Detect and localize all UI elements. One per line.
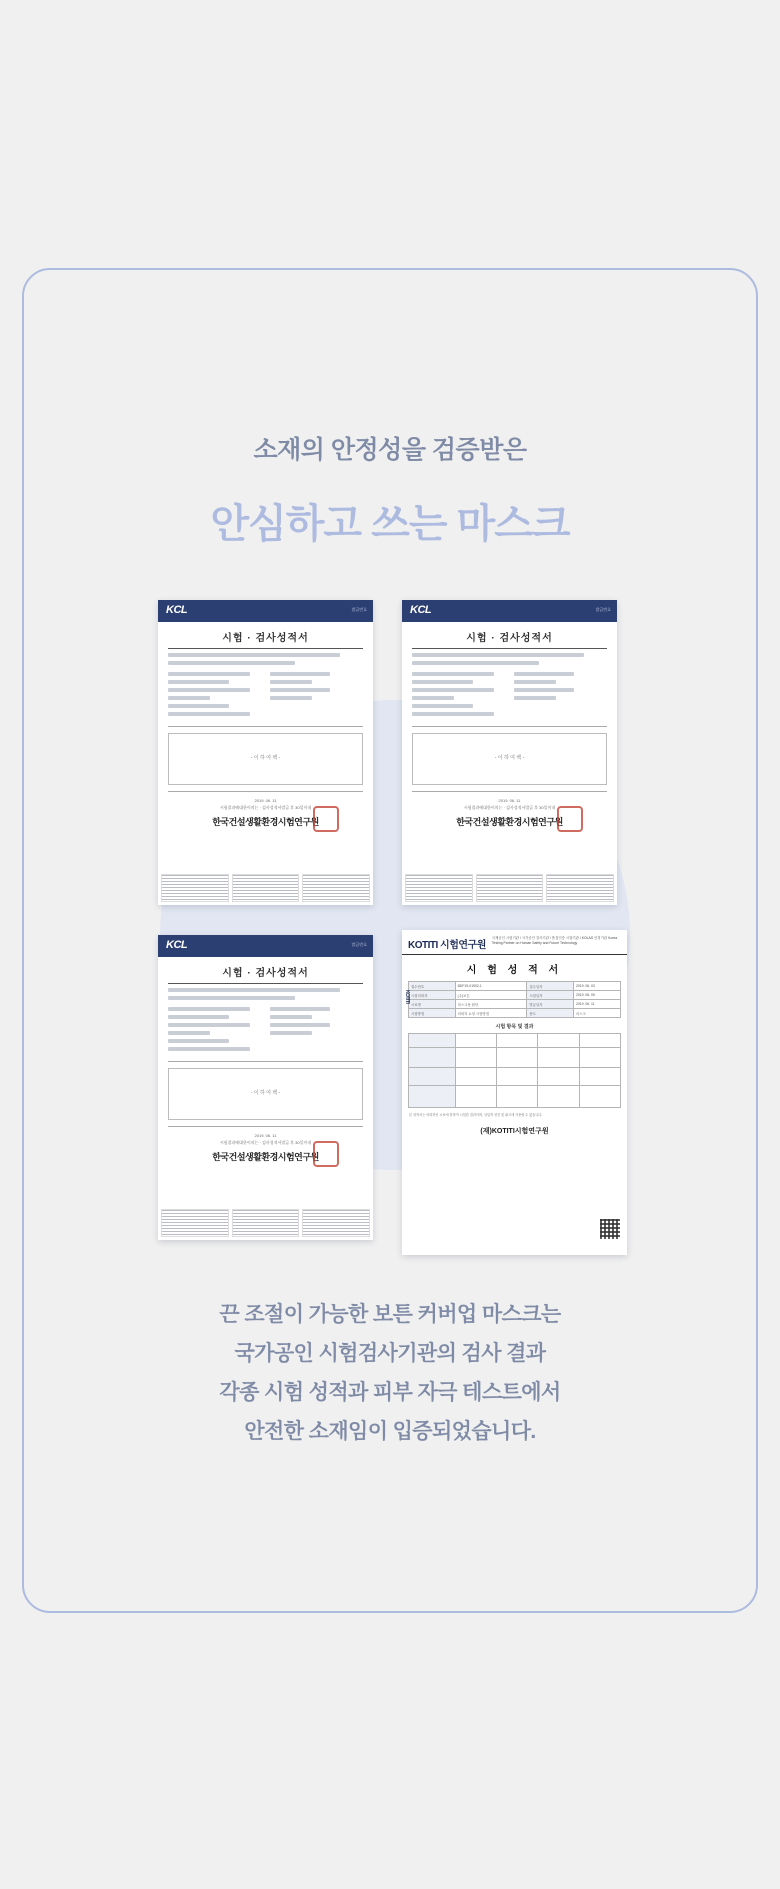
row-value: (주)보튼: [455, 991, 527, 1000]
table-row: [409, 1034, 621, 1048]
field-line: [168, 1015, 229, 1019]
fineprint-block: [476, 874, 544, 902]
field-line: [270, 1007, 331, 1011]
field-line: [270, 672, 331, 676]
results-cell: [579, 1086, 620, 1108]
row-value: 2019. 06. 05: [573, 991, 620, 1000]
result-note: - 이 하 여 백 -: [250, 1090, 281, 1096]
issuing-organization: 한국건설생활환경시험연구원: [456, 816, 563, 827]
field-line: [168, 661, 295, 665]
description-line: 끈 조절이 가능한 보튼 커버업 마스크는: [219, 1303, 561, 1326]
kotiti-subtitle: 국제공인 시험기관 / 국가공인 검사기관 / 품질인증 시험기관 / KOLAS 인정기관 Korea Testing Partner on Human Safety and Future Technology: [491, 936, 618, 946]
field-line: [412, 672, 494, 676]
results-cell: [455, 1086, 496, 1108]
certificate-info-table: [408, 981, 621, 1018]
certificate-title: 시 험 성 적 서: [466, 965, 563, 976]
document-code: 발급번호: [351, 607, 367, 612]
certificate-image-kcl-2[interactable]: [402, 600, 617, 905]
field-rows: [158, 984, 373, 1000]
certificate-title: 시험 · 검사성적서: [222, 633, 309, 644]
results-cell: [455, 1048, 496, 1068]
results-cell: [496, 1048, 537, 1068]
results-header-cell: [409, 1034, 456, 1048]
field-line: [412, 704, 473, 708]
table-row: [409, 991, 621, 1000]
document-code: 발급번호: [595, 607, 611, 612]
org-note: 시험결과에대한이의는 · 검사성적서발급 후 30일이내: [219, 804, 312, 810]
results-cell: [579, 1048, 620, 1068]
issuing-organization: 한국건설생활환경시험연구원: [212, 816, 319, 827]
table-row: [409, 1068, 621, 1086]
field-rows: [158, 649, 373, 665]
org-note: 시험결과에대한이의는 · 검사성적서발급 후 30일이내: [463, 804, 556, 810]
row-label: 시험일자: [527, 991, 574, 1000]
official-seal-stamp: [313, 1141, 339, 1167]
results-footnote: 본 성적서는 의뢰하신 시료에 한하여 시험한 결과이며, 상업적 선전 및 광고에 사용할 수 없습니다.: [409, 1113, 543, 1117]
footer-fineprint: [158, 871, 373, 905]
field-line: [168, 704, 229, 708]
results-cell: [496, 1086, 537, 1108]
results-band-label: 시험 항목 및 결과: [495, 1024, 534, 1030]
description-line: 안전한 소재임이 입증되었습니다.: [244, 1419, 536, 1443]
row-label: 접수번호: [409, 982, 456, 991]
certificate-gallery: [152, 600, 632, 1260]
field-line: [168, 1007, 250, 1011]
certificate-header-band: [158, 600, 373, 622]
field-line: [514, 688, 575, 692]
field-line: [412, 688, 494, 692]
footer-fineprint: [402, 871, 617, 905]
field-columns: [158, 1004, 373, 1055]
results-cell: [538, 1048, 579, 1068]
field-columns: [158, 669, 373, 720]
official-seal-stamp: [313, 806, 339, 832]
signature-area: [158, 792, 373, 828]
field-line: [168, 653, 340, 657]
results-header-cell: [496, 1034, 537, 1048]
fineprint-block: [232, 1209, 300, 1237]
certificate-image-kotiti[interactable]: [402, 930, 627, 1255]
fineprint-block: [405, 874, 473, 902]
row-label: 발급일자: [527, 1000, 574, 1009]
qr-code-icon: [600, 1219, 620, 1239]
row-value: 2019. 06. 03: [573, 982, 620, 991]
signature-area: [158, 1127, 373, 1163]
field-line: [412, 661, 539, 665]
field-column-right: [514, 672, 608, 720]
row-value: 마스크용 원단: [455, 1000, 527, 1009]
field-line: [270, 1015, 312, 1019]
certificate-header-band: [402, 600, 617, 622]
field-line: [168, 1023, 250, 1027]
row-value: 2019. 06. 11: [573, 1000, 620, 1009]
description-line: 각종 시험 성적과 피부 자극 테스트에서: [219, 1380, 561, 1404]
table-row: [409, 1086, 621, 1108]
fineprint-block: [546, 874, 614, 902]
results-cell: [538, 1068, 579, 1086]
field-line: [514, 680, 556, 684]
heading-title: 안심하고 쓰는 마스크: [210, 502, 570, 546]
table-row: [409, 1048, 621, 1068]
headings-block: [0, 430, 780, 549]
field-line: [514, 696, 556, 700]
results-header-cell: [455, 1034, 496, 1048]
issue-date: 2019. 06. 11: [498, 798, 521, 803]
results-cell: [496, 1068, 537, 1086]
field-line: [412, 653, 584, 657]
field-line: [270, 1023, 331, 1027]
fineprint-block: [302, 1209, 370, 1237]
kcl-logo: KCL: [166, 939, 188, 951]
kotiti-side-label: KOTITI: [404, 990, 410, 1004]
result-box: [412, 733, 607, 785]
results-cell: [538, 1086, 579, 1108]
fineprint-block: [161, 874, 229, 902]
row-label: 접수일자: [527, 982, 574, 991]
field-line: [270, 688, 331, 692]
issuing-organization: 한국건설생활환경시험연구원: [212, 1151, 319, 1162]
field-columns: [402, 669, 617, 720]
row-value: 의뢰자 요청 시험방법: [455, 1009, 527, 1018]
results-cell: [455, 1068, 496, 1086]
result-box: [168, 1068, 363, 1120]
description-line: 국가공인 시험검사기관의 검사 결과: [234, 1341, 546, 1365]
kcl-logo: KCL: [410, 604, 432, 616]
issue-date: 2019. 06. 11: [254, 798, 277, 803]
field-line: [412, 696, 454, 700]
official-seal-stamp: [557, 806, 583, 832]
table-row: [409, 982, 621, 991]
certificate-image-kcl-1[interactable]: [158, 600, 373, 905]
row-label: 용도: [527, 1009, 574, 1018]
field-column-left: [168, 672, 262, 720]
result-note: - 이 하 여 백 -: [250, 755, 281, 761]
kotiti-header: [402, 930, 627, 955]
field-column-left: [412, 672, 506, 720]
field-line: [168, 712, 250, 716]
field-line: [168, 688, 250, 692]
issue-date: 2019. 06. 11: [254, 1133, 277, 1138]
field-line: [168, 680, 229, 684]
field-line: [168, 1039, 229, 1043]
result-box: [168, 733, 363, 785]
row-label: 시험방법: [409, 1009, 456, 1018]
fineprint-block: [161, 1209, 229, 1237]
field-line: [168, 672, 250, 676]
heading-subtitle: 소재의 안정성을 검증받은: [253, 436, 527, 464]
footer-fineprint: [158, 1206, 373, 1240]
certificate-results-table: [408, 1033, 621, 1108]
field-line: [270, 1031, 312, 1035]
field-line: [168, 988, 340, 992]
results-header-cell: [538, 1034, 579, 1048]
field-line: [514, 672, 575, 676]
row-label: 시료명: [409, 1000, 456, 1009]
results-cell: [409, 1048, 456, 1068]
field-line: [270, 696, 312, 700]
field-line: [270, 680, 312, 684]
fineprint-block: [302, 874, 370, 902]
field-column-right: [270, 1007, 364, 1055]
result-note: - 이 하 여 백 -: [494, 755, 525, 761]
document-code: 발급번호: [351, 942, 367, 947]
field-line: [168, 1031, 210, 1035]
divider: [168, 726, 363, 727]
results-cell: [579, 1068, 620, 1086]
certificate-header-band: [158, 935, 373, 957]
row-value: 마스크: [573, 1009, 620, 1018]
results-cell: [409, 1068, 456, 1086]
divider: [412, 726, 607, 727]
row-value: BDF19-01902-1: [455, 982, 527, 991]
table-row: [409, 1000, 621, 1009]
signature-area: [402, 792, 617, 828]
row-label: 시험의뢰자: [409, 991, 456, 1000]
field-line: [168, 1047, 250, 1051]
field-column-right: [270, 672, 364, 720]
issuing-organization: (재)KOTITI시험연구원: [480, 1128, 549, 1136]
certificate-title: 시험 · 검사성적서: [466, 633, 553, 644]
certificate-image-kcl-3[interactable]: [158, 935, 373, 1240]
field-line: [168, 996, 295, 1000]
field-line: [168, 696, 210, 700]
results-header-cell: [579, 1034, 620, 1048]
description-block: [0, 1296, 780, 1451]
table-row: [409, 1009, 621, 1018]
field-line: [412, 712, 494, 716]
results-cell: [409, 1086, 456, 1108]
certificate-title: 시험 · 검사성적서: [222, 968, 309, 979]
fineprint-block: [232, 874, 300, 902]
org-note: 시험결과에대한이의는 · 검사성적서발급 후 30일이내: [219, 1139, 312, 1145]
field-rows: [402, 649, 617, 665]
field-line: [412, 680, 473, 684]
kotiti-logo: KOTITI 시험연구원: [408, 940, 486, 951]
field-column-left: [168, 1007, 262, 1055]
kcl-logo: KCL: [166, 604, 188, 616]
divider: [168, 1061, 363, 1062]
